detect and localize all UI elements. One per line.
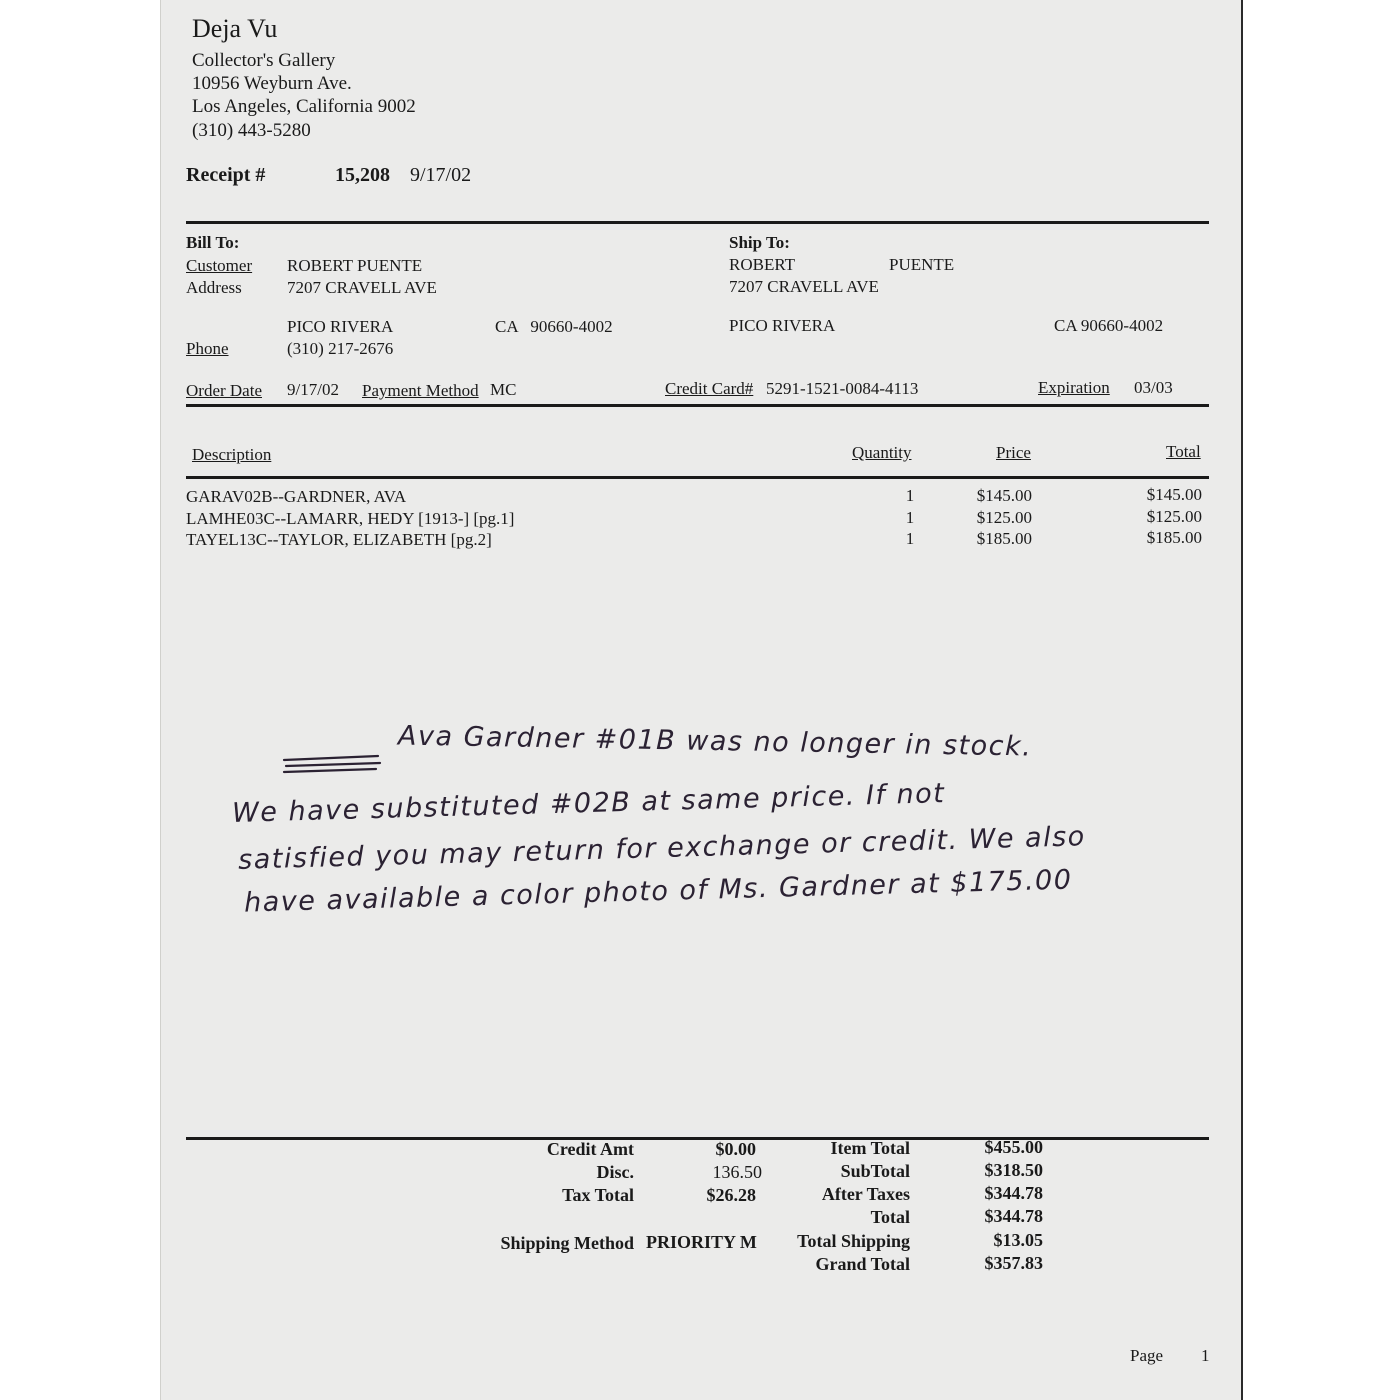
receipt-label: Receipt #	[186, 164, 266, 186]
order-date: 9/17/02	[287, 380, 339, 399]
expiration-date: 03/03	[1134, 378, 1173, 397]
expiration-label: Expiration	[1038, 378, 1110, 397]
receipt-number: 15,208	[335, 164, 390, 186]
payment-method: MC	[490, 380, 517, 399]
disc-value: 136.50	[712, 1162, 762, 1182]
phone-label: Phone	[186, 339, 229, 358]
payment-method-label: Payment Method	[362, 381, 479, 400]
subtotal-value: $318.50	[984, 1160, 1043, 1180]
item-description: TAYEL13C--TAYLOR, ELIZABETH [pg.2]	[186, 530, 492, 549]
order-divider	[186, 404, 1209, 407]
receipt-date: 9/17/02	[410, 164, 472, 186]
top-divider	[186, 221, 1209, 224]
total-shipping-value: $13.05	[993, 1230, 1043, 1250]
item-quantity: 1	[905, 508, 915, 527]
item-total: $185.00	[1146, 528, 1202, 547]
item-description: GARAV02B--GARDNER, AVA	[186, 487, 407, 506]
note-line-2: We have substituted #02B at same price. If not	[231, 778, 946, 829]
note-line-1: Ava Gardner #01B was no longer in stock.	[397, 720, 1033, 763]
total-shipping-label: Total Shipping	[797, 1231, 910, 1251]
company-phone: (310) 443-5280	[192, 120, 311, 141]
item-total: $145.00	[1146, 485, 1202, 504]
ship-city: PICO RIVERA	[729, 316, 836, 335]
ship-first-name: ROBERT	[729, 255, 796, 274]
bill-state-zip: CA 90660-4002	[495, 317, 613, 336]
col-header-price: Price	[996, 443, 1031, 462]
note-line-3: satisfied you may return for exchange or credit. We also	[237, 821, 1087, 876]
scribble-strike	[282, 752, 382, 776]
col-header-total: Total	[1166, 442, 1201, 461]
company-address: 10956 Weyburn Ave.	[192, 73, 352, 94]
grand-total-label: Grand Total	[815, 1254, 910, 1274]
credit-card-number: 5291-1521-0084-4113	[766, 379, 919, 398]
credit-card-label: Credit Card#	[665, 379, 754, 398]
bill-to-heading: Bill To:	[186, 233, 240, 252]
address-label: Address	[186, 278, 242, 297]
item-price: $125.00	[976, 508, 1032, 527]
shipping-method-label: Shipping Method	[500, 1233, 634, 1253]
company-city: Los Angeles, California 9002	[192, 96, 416, 117]
tax-total: $26.28	[706, 1185, 756, 1205]
after-taxes-label: After Taxes	[821, 1184, 910, 1204]
credit-amt-label: Credit Amt	[546, 1139, 634, 1159]
after-taxes-value: $344.78	[984, 1183, 1043, 1203]
customer-label: Customer	[186, 256, 253, 275]
item-price: $185.00	[976, 529, 1032, 548]
ship-last-name: PUENTE	[889, 255, 955, 274]
total-label: Total	[870, 1207, 910, 1227]
note-line-4: have available a color photo of Ms. Gardner at $175.00	[243, 864, 1073, 919]
ship-to-heading: Ship To:	[729, 233, 790, 252]
page-label: Page	[1130, 1346, 1164, 1365]
customer-name: ROBERT PUENTE	[287, 256, 423, 275]
grand-total-value: $357.83	[984, 1253, 1043, 1273]
bill-city: PICO RIVERA	[287, 317, 394, 336]
company-line1: Collector's Gallery	[192, 50, 336, 71]
ship-address: 7207 CRAVELL AVE	[729, 277, 879, 296]
total-value: $344.78	[984, 1206, 1043, 1226]
bill-phone: (310) 217-2676	[287, 339, 394, 358]
page-number: 1	[1201, 1346, 1210, 1365]
item-total: $125.00	[1146, 507, 1202, 526]
credit-amt: $0.00	[715, 1139, 756, 1159]
bill-address: 7207 CRAVELL AVE	[287, 278, 437, 297]
company-name: Deja Vu	[192, 14, 278, 43]
ship-state-zip: CA 90660-4002	[1054, 316, 1164, 335]
item-price: $145.00	[976, 486, 1032, 505]
disc-label: Disc.	[596, 1162, 634, 1182]
item-description: LAMHE03C--LAMARR, HEDY [1913-] [pg.1]	[186, 509, 515, 528]
order-date-label: Order Date	[186, 381, 262, 400]
item-total-value: $455.00	[984, 1137, 1043, 1157]
item-quantity: 1	[905, 529, 915, 548]
item-quantity: 1	[905, 486, 915, 505]
col-header-description: Description	[192, 445, 272, 464]
table-header-divider	[186, 476, 1209, 479]
col-header-quantity: Quantity	[852, 443, 912, 462]
tax-total-label: Tax Total	[562, 1185, 634, 1205]
shipping-method: PRIORITY M	[646, 1232, 757, 1252]
item-total-label: Item Total	[830, 1138, 910, 1158]
subtotal-label: SubTotal	[840, 1161, 910, 1181]
